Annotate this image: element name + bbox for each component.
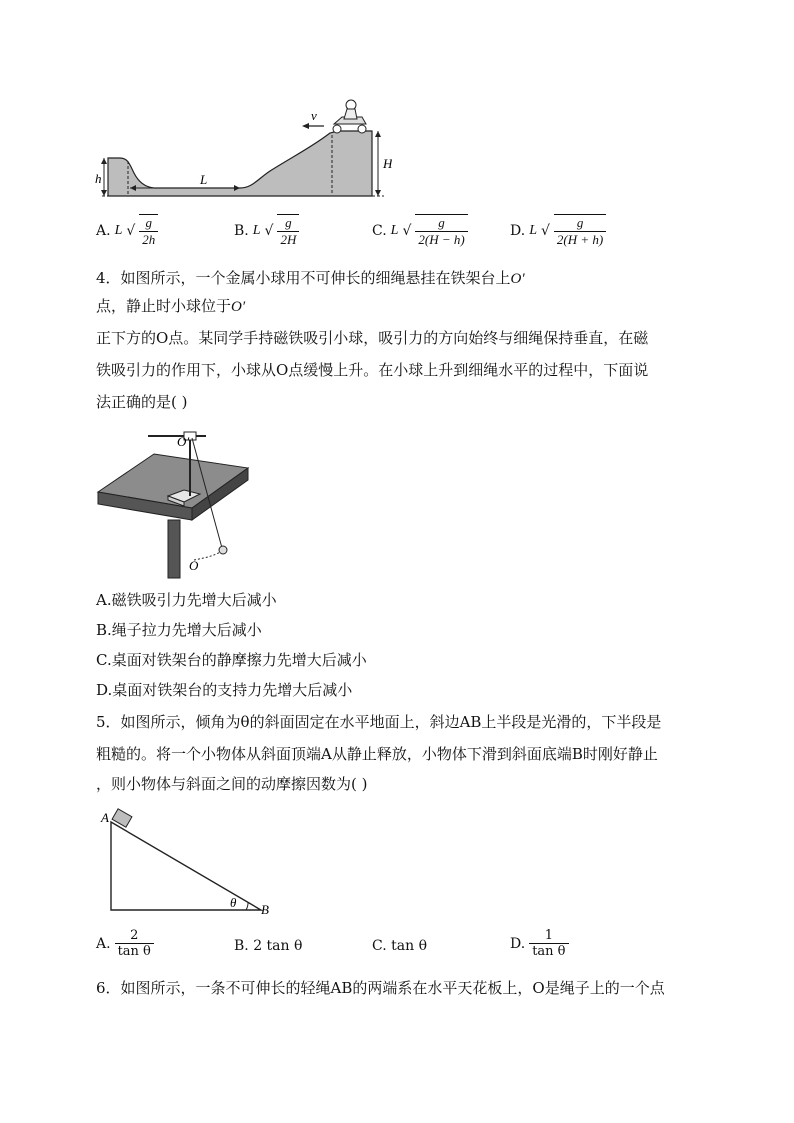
q5-stem-line-2: 粗糙的。将一个小物体从斜面顶端A从静止释放，小物体下滑到斜面底端B时刚好静止: [96, 745, 658, 763]
q4-stem-line-5: 法正确的是( ): [96, 393, 188, 411]
height-h-label: h: [95, 171, 102, 186]
terrain-figure: [92, 95, 392, 203]
fig-label-a: A: [101, 810, 109, 825]
q3-option-c[interactable]: C. L √ $\frac{g}{2(H - h)}$: [372, 214, 468, 248]
fig-label-o: O: [189, 558, 199, 573]
q4-option-c[interactable]: C.桌面对铁架台的静摩擦力先增大后减小: [96, 651, 367, 669]
q5-option-d[interactable]: D. $\frac{1}{\text{tan θ}}$: [510, 928, 569, 959]
q3-option-d[interactable]: D. L √ $\frac{g}{2(H + h)}$: [510, 214, 606, 248]
q4-option-d[interactable]: D.桌面对铁架台的支持力先增大后减小: [96, 681, 353, 699]
q5-option-c[interactable]: C. tan θ: [372, 938, 427, 954]
incline-figure: [96, 804, 286, 920]
fig-label-theta: θ: [230, 895, 237, 910]
q4-stem-line-1: 4．如图所示，一个金属小球用不可伸长的细绳悬挂在铁架台上O′: [96, 269, 525, 287]
q5-option-b[interactable]: B. 2 tan θ: [234, 938, 303, 954]
q4-stem-line-2: 点，静止时小球位于O′: [96, 297, 246, 315]
height-H-label: H: [383, 156, 392, 171]
q5-stem-line-1: 5．如图所示，倾角为θ的斜面固定在水平地面上，斜边AB上半段是光滑的，下半段是: [96, 713, 662, 731]
length-L-label: L: [200, 172, 208, 187]
fig-label-b: B: [261, 902, 269, 917]
q4-option-a[interactable]: A.磁铁吸引力先增大后减小: [96, 591, 277, 609]
q5-stem-line-3: ，则小物体与斜面之间的动摩擦因数为( ): [96, 775, 368, 793]
velocity-label: v: [311, 108, 317, 123]
iron-stand-figure: [96, 424, 256, 580]
q4-stem-line-3: 正下方的O点。某同学手持磁铁吸引小球，吸引力的方向始终与细绳保持垂直，在磁: [96, 329, 649, 347]
q3-option-b[interactable]: B. L √ $\frac{g}{2H}$: [234, 214, 299, 248]
q3-option-a[interactable]: A. L √ $\frac{g}{2h}$: [96, 214, 158, 248]
q4-stem-line-4: 铁吸引力的作用下，小球从O点缓慢上升。在小球上升到细绳水平的过程中，下面说: [96, 361, 649, 379]
q6-stem-line-1: 6．如图所示，一条不可伸长的轻绳AB的两端系在水平天花板上，O是绳子上的一个点: [96, 979, 665, 997]
fig-label-o-prime: O′: [177, 434, 190, 449]
motorcycle-rider-icon: [333, 100, 366, 133]
q5-option-a[interactable]: A. $\frac{2}{\text{tan θ}}$: [96, 928, 154, 959]
q4-option-b[interactable]: B.绳子拉力先增大后减小: [96, 621, 262, 639]
